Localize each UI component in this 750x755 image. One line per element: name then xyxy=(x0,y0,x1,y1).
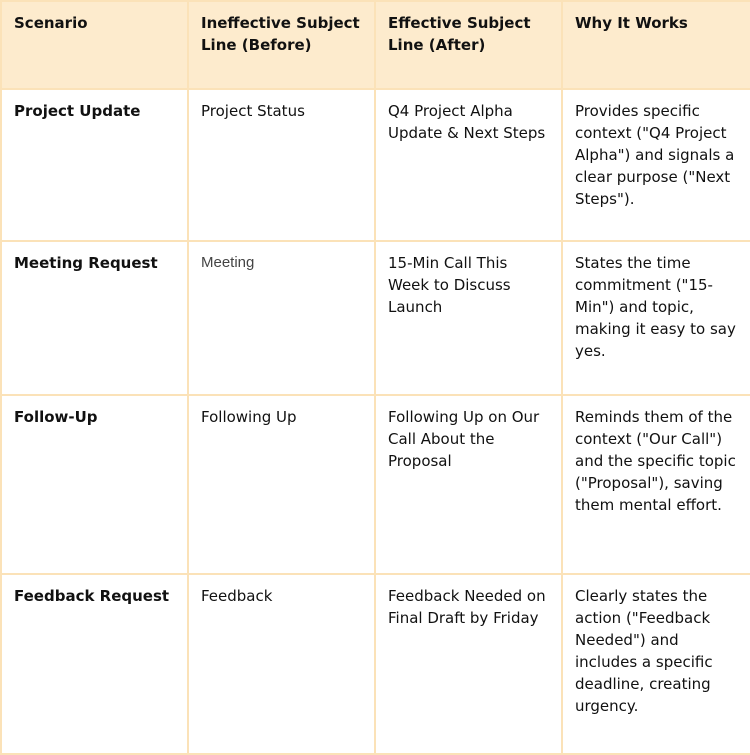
table-row xyxy=(1,89,750,241)
before-cell: Meeting xyxy=(188,241,375,395)
scenario-cell: Meeting Request xyxy=(1,241,188,395)
header-row xyxy=(1,1,750,89)
table-row xyxy=(1,574,750,754)
header-scenario: Scenario xyxy=(1,1,188,89)
header-effective-subject-line: Effective Subject Line (After) xyxy=(375,1,562,89)
scenario-cell: Follow-Up xyxy=(1,395,188,574)
why-cell: States the time commitment ("15-Min") and topic, making it easy to say yes. xyxy=(562,241,750,395)
table-body xyxy=(1,89,750,754)
table-row xyxy=(1,241,750,395)
before-cell: Following Up xyxy=(188,395,375,574)
table-row xyxy=(1,395,750,574)
after-cell: Q4 Project Alpha Update & Next Steps xyxy=(375,89,562,241)
why-cell: Clearly states the action ("Feedback Needed") and includes a specific deadline, creating urgency. xyxy=(562,574,750,754)
after-cell: 15-Min Call This Week to Discuss Launch xyxy=(375,241,562,395)
header-ineffective-subject-line: Ineffective Subject Line (Before) xyxy=(188,1,375,89)
why-cell: Provides specific context ("Q4 Project Alpha") and signals a clear purpose ("Next Steps"). xyxy=(562,89,750,241)
before-cell: Feedback xyxy=(188,574,375,754)
scenario-cell: Project Update xyxy=(1,89,188,241)
table-header xyxy=(1,1,750,89)
before-cell: Project Status xyxy=(188,89,375,241)
header-why-it-works: Why It Works xyxy=(562,1,750,89)
why-cell: Reminds them of the context ("Our Call") and the specific topic ("Proposal"), saving them mental effort. xyxy=(562,395,750,574)
after-cell: Feedback Needed on Final Draft by Friday xyxy=(375,574,562,754)
after-cell: Following Up on Our Call About the Proposal xyxy=(375,395,562,574)
scenario-cell: Feedback Request xyxy=(1,574,188,754)
